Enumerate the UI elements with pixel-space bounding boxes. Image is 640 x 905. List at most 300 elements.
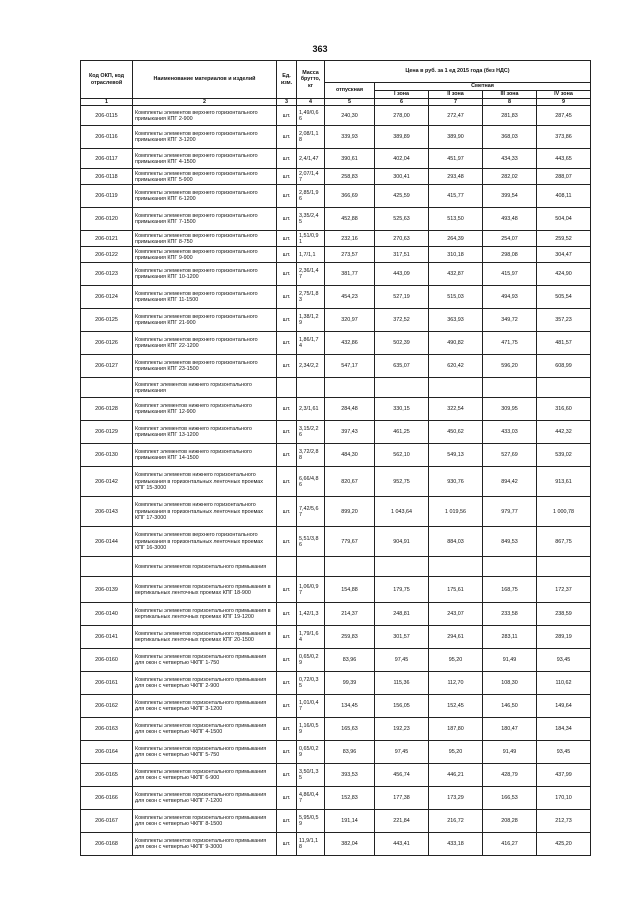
cell-unit: шт. [277,497,297,527]
header-zone-1: I зона [375,91,429,99]
cell-price-zone-4: 867,75 [537,527,591,557]
cell-unit: шт. [277,718,297,741]
cell-price-selling: 820,67 [325,467,375,497]
cell-code: 206-0164 [81,741,133,764]
cell-code: 206-0160 [81,649,133,672]
cell-name: Комплекты элементов горизонтального примыкания для окон с четвертью ЧКПГ 8-1500 [133,810,277,833]
cell-unit: шт. [277,672,297,695]
cell-price-zone-2: 490,82 [429,332,483,355]
cell-empty [375,378,429,398]
cell-unit: шт. [277,149,297,169]
cell-code: 206-0161 [81,672,133,695]
header-zone-3: III зона [483,91,537,99]
cell-price-zone-2: 243,07 [429,603,483,626]
cell-price-zone-2: 363,93 [429,309,483,332]
cell-code: 206-0122 [81,247,133,263]
cell-mass: 3,15/2,2 6 [297,421,325,444]
cell-price-zone-4: 504,04 [537,208,591,231]
table-row [81,263,591,286]
cell-mass: 2,07/1,4 7 [297,169,325,185]
cell-price-zone-2: 112,70 [429,672,483,695]
table-row [81,106,591,126]
cell-unit: шт. [277,603,297,626]
cell-code: 206-0124 [81,286,133,309]
cell-price-selling: 152,83 [325,787,375,810]
cell-empty [429,378,483,398]
cell-price-zone-3: 527,69 [483,444,537,467]
cell-unit: шт. [277,467,297,497]
cell-price-selling: 454,23 [325,286,375,309]
cell-unit: шт. [277,421,297,444]
cell-price-zone-3: 91,49 [483,649,537,672]
cell-name: Комплект элементов нижнего горизонтального примыкания КПГ 12-900 [133,398,277,421]
cell-name: Комплекты элементов горизонтального примыкания в вертикальных ленточных проемах КПГ 19-1200 [133,603,277,626]
cell-code: 206-0126 [81,332,133,355]
cell-price-zone-3: 399,54 [483,185,537,208]
cell-price-zone-4: 316,60 [537,398,591,421]
cell-price-zone-4: 304,47 [537,247,591,263]
cell-name: Комплекты элементов горизонтального примыкания для окон с четвертью ЧКПГ 3-1200 [133,695,277,718]
cell-name: Комплекты элементов горизонтального примыкания в вертикальных ленточных проемах КПГ 20-1500 [133,626,277,649]
cell-price-zone-2: 446,21 [429,764,483,787]
table-row [81,421,591,444]
cell-price-zone-4: 1 000,78 [537,497,591,527]
price-table [80,60,591,856]
cell-price-zone-4: 184,34 [537,718,591,741]
header-estimate: Сметная [375,83,591,91]
cell-unit: шт. [277,626,297,649]
cell-price-zone-3: 368,03 [483,126,537,149]
cell-price-zone-4: 424,90 [537,263,591,286]
cell-price-selling: 366,69 [325,185,375,208]
cell-price-zone-2: 432,87 [429,263,483,286]
cell-price-zone-3: 283,11 [483,626,537,649]
header-selling: отпускная [325,83,375,99]
cell-price-zone-3: 434,33 [483,149,537,169]
cell-price-zone-4: 289,19 [537,626,591,649]
cell-name: Комплекты элементов верхнего горизонтального примыкания КПГ 2-900 [133,106,277,126]
cell-price-zone-3: 493,48 [483,208,537,231]
cell-price-zone-2: 175,61 [429,577,483,603]
header-mass: Масса брутто, кг [297,61,325,99]
cell-price-zone-2: 515,03 [429,286,483,309]
cell-mass: 5,95/0,5 9 [297,810,325,833]
cell-name: Комплекты элементов верхнего горизонтального примыкания КПГ 4-1500 [133,149,277,169]
column-number: 3 [277,99,297,106]
cell-code: 206-0121 [81,231,133,247]
cell-price-zone-4: 212,73 [537,810,591,833]
cell-code [81,557,133,577]
cell-code: 206-0139 [81,577,133,603]
cell-price-zone-4: 93,45 [537,649,591,672]
cell-price-zone-1: 562,10 [375,444,429,467]
cell-price-zone-2: 95,20 [429,741,483,764]
cell-name: Комплект элементов нижнего горизонтального примыкания КПГ 14-1500 [133,444,277,467]
cell-price-zone-3: 91,49 [483,741,537,764]
header-code: Код ОКП, код отраслевой [81,61,133,99]
cell-mass: 1,86/1,7 4 [297,332,325,355]
cell-name: Комплекты элементов верхнего горизонтального примыкания КПГ 6-1200 [133,185,277,208]
cell-price-zone-1: 97,45 [375,741,429,764]
cell-name: Комплекты элементов верхнего горизонтального примыкания КПГ 23-1500 [133,355,277,378]
cell-price-selling: 381,77 [325,263,375,286]
cell-price-selling: 134,45 [325,695,375,718]
cell-code: 206-0116 [81,126,133,149]
cell-name: Комплекты элементов горизонтального примыкания для окон с четвертью ЧКПГ 7-1200 [133,787,277,810]
cell-mass: 1,38/1,2 9 [297,309,325,332]
table-row [81,444,591,467]
cell-mass: 3,72/2,8 8 [297,444,325,467]
cell-name: Комплект элементов нижнего горизонтального примыкания КПГ 13-1200 [133,421,277,444]
cell-price-zone-1: 456,74 [375,764,429,787]
cell-price-zone-1: 402,04 [375,149,429,169]
cell-code: 206-0127 [81,355,133,378]
cell-price-selling: 899,20 [325,497,375,527]
cell-unit: шт. [277,787,297,810]
cell-mass: 5,51/3,8 6 [297,527,325,557]
cell-price-zone-2: 415,77 [429,185,483,208]
cell-price-zone-3: 166,53 [483,787,537,810]
cell-price-zone-1: 248,81 [375,603,429,626]
cell-price-zone-4: 287,45 [537,106,591,126]
cell-name: Комплекты элементов верхнего горизонтального примыкания КПГ 21-900 [133,309,277,332]
cell-price-zone-3: 208,28 [483,810,537,833]
cell-code [81,378,133,398]
cell-price-selling: 165,63 [325,718,375,741]
cell-code: 206-0141 [81,626,133,649]
cell-price-zone-1: 425,59 [375,185,429,208]
cell-mass: 1,06/0,9 7 [297,577,325,603]
cell-code: 206-0168 [81,833,133,856]
table-row [81,208,591,231]
cell-mass: 0,65/0,2 9 [297,741,325,764]
table-row [81,231,591,247]
cell-price-zone-1: 502,39 [375,332,429,355]
table-row [81,497,591,527]
table-row [81,833,591,856]
cell-price-zone-2: 389,90 [429,126,483,149]
cell-price-selling: 382,04 [325,833,375,856]
cell-price-zone-1: 527,19 [375,286,429,309]
cell-price-zone-4: 913,61 [537,467,591,497]
cell-empty [375,557,429,577]
table-row [81,626,591,649]
cell-price-zone-4: 172,37 [537,577,591,603]
cell-unit: шт. [277,286,297,309]
cell-price-selling: 83,96 [325,741,375,764]
cell-unit: шт. [277,649,297,672]
cell-mass: 2,85/1,9 6 [297,185,325,208]
cell-price-selling: 547,17 [325,355,375,378]
column-number: 8 [483,99,537,106]
cell-price-zone-3: 282,02 [483,169,537,185]
cell-unit: шт. [277,398,297,421]
cell-empty [537,378,591,398]
cell-price-zone-4: 110,62 [537,672,591,695]
cell-name: Комплекты элементов верхнего горизонтального примыкания КПГ 5-900 [133,169,277,185]
cell-unit: шт. [277,309,297,332]
cell-mass: 6,66/4,8 6 [297,467,325,497]
cell-name: Комплекты элементов горизонтального примыкания для окон с четвертью ЧКПГ 5-750 [133,741,277,764]
header-unit: Ед. изм. [277,61,297,99]
column-number: 1 [81,99,133,106]
table-row [81,149,591,169]
cell-price-zone-1: 461,25 [375,421,429,444]
cell-code: 206-0119 [81,185,133,208]
cell-price-selling: 273,57 [325,247,375,263]
cell-price-zone-3: 849,53 [483,527,537,557]
cell-code: 206-0143 [81,497,133,527]
cell-price-zone-1: 904,91 [375,527,429,557]
cell-price-zone-1: 330,15 [375,398,429,421]
cell-price-zone-4: 481,57 [537,332,591,355]
cell-price-selling: 214,37 [325,603,375,626]
cell-unit: шт. [277,185,297,208]
section-row [81,557,591,577]
cell-mass: 2,36/1,4 7 [297,263,325,286]
table-row [81,332,591,355]
cell-unit: шт. [277,332,297,355]
cell-price-zone-1: 192,23 [375,718,429,741]
cell-empty [325,557,375,577]
cell-code: 206-0140 [81,603,133,626]
cell-name: Комплекты элементов горизонтального примыкания для окон с четвертью ЧКПГ 6-900 [133,764,277,787]
section-title: Комплекты элементов горизонтального примыкания [133,557,277,577]
header-price-title: Цена в руб. за 1 ед 2015 года (без НДС) [325,61,591,83]
cell-price-zone-2: 513,50 [429,208,483,231]
table-row [81,603,591,626]
cell-mass: 1,49/0,6 6 [297,106,325,126]
cell-unit: шт. [277,169,297,185]
column-number: 5 [325,99,375,106]
cell-price-zone-1: 221,84 [375,810,429,833]
cell-price-zone-4: 259,52 [537,231,591,247]
cell-price-zone-3: 168,75 [483,577,537,603]
table-row [81,309,591,332]
column-number: 7 [429,99,483,106]
cell-price-selling: 390,61 [325,149,375,169]
cell-price-zone-3: 108,30 [483,672,537,695]
cell-name: Комплекты элементов нижнего горизонтального примыкания в горизонтальных ленточных проемах КПГ 15-3000 [133,467,277,497]
cell-name: Комплекты элементов верхнего горизонтального примыкания КПГ 10-1200 [133,263,277,286]
cell-name: Комплекты элементов верхнего горизонтального примыкания КПГ 22-1200 [133,332,277,355]
cell-price-selling: 83,96 [325,649,375,672]
cell-code: 206-0115 [81,106,133,126]
table-row [81,527,591,557]
table-row [81,355,591,378]
cell-unit: шт. [277,231,297,247]
cell-name: Комплекты элементов верхнего горизонтального примыкания КПГ 11-1500 [133,286,277,309]
cell-mass: 11,9/1,1 8 [297,833,325,856]
cell-empty [277,378,297,398]
cell-empty [537,557,591,577]
cell-unit: шт. [277,263,297,286]
cell-price-zone-2: 187,80 [429,718,483,741]
cell-mass: 2,08/1,1 8 [297,126,325,149]
cell-price-zone-4: 93,45 [537,741,591,764]
header-zone-2: II зона [429,91,483,99]
cell-price-selling: 339,93 [325,126,375,149]
cell-price-zone-2: 549,13 [429,444,483,467]
cell-unit: шт. [277,810,297,833]
cell-price-selling: 154,88 [325,577,375,603]
cell-price-zone-1: 372,52 [375,309,429,332]
cell-unit: шт. [277,247,297,263]
table-row [81,718,591,741]
cell-mass: 0,65/0,2 9 [297,649,325,672]
cell-price-zone-2: 451,97 [429,149,483,169]
column-number: 4 [297,99,325,106]
table-row [81,764,591,787]
cell-price-zone-1: 177,38 [375,787,429,810]
cell-price-zone-4: 373,86 [537,126,591,149]
cell-price-zone-1: 300,41 [375,169,429,185]
cell-price-selling: 240,30 [325,106,375,126]
cell-code: 206-0128 [81,398,133,421]
cell-mass: 1,79/1,6 4 [297,626,325,649]
cell-price-zone-3: 433,03 [483,421,537,444]
cell-price-zone-3: 416,27 [483,833,537,856]
cell-price-zone-2: 322,54 [429,398,483,421]
cell-price-selling: 779,67 [325,527,375,557]
cell-price-zone-1: 1 043,64 [375,497,429,527]
column-number: 9 [537,99,591,106]
cell-price-zone-4: 408,11 [537,185,591,208]
table-row [81,169,591,185]
cell-price-zone-3: 298,08 [483,247,537,263]
cell-price-selling: 232,16 [325,231,375,247]
column-number: 2 [133,99,277,106]
cell-name: Комплекты элементов горизонтального примыкания для окон с четвертью ЧКПГ 4-1500 [133,718,277,741]
cell-price-zone-1: 278,00 [375,106,429,126]
cell-unit: шт. [277,577,297,603]
cell-unit: шт. [277,833,297,856]
cell-price-zone-1: 389,89 [375,126,429,149]
cell-price-zone-2: 152,45 [429,695,483,718]
cell-price-zone-3: 428,79 [483,764,537,787]
table-row [81,126,591,149]
cell-code: 206-0162 [81,695,133,718]
cell-price-zone-1: 270,63 [375,231,429,247]
cell-price-selling: 397,43 [325,421,375,444]
cell-code: 206-0166 [81,787,133,810]
cell-price-zone-4: 608,99 [537,355,591,378]
cell-mass: 1,7/1,1 [297,247,325,263]
cell-price-zone-3: 233,58 [483,603,537,626]
section-title: Комплект элементов нижнего горизонтального примыкания [133,378,277,398]
cell-mass: 3,35/2,4 5 [297,208,325,231]
table-row [81,577,591,603]
cell-price-zone-3: 894,42 [483,467,537,497]
cell-mass: 1,16/0,5 9 [297,718,325,741]
cell-price-zone-1: 635,07 [375,355,429,378]
cell-price-zone-1: 443,41 [375,833,429,856]
cell-mass: 2,75/1,8 3 [297,286,325,309]
cell-price-selling: 259,83 [325,626,375,649]
cell-unit: шт. [277,695,297,718]
cell-name: Комплекты элементов верхнего горизонтального примыкания КПГ 7-1500 [133,208,277,231]
cell-name: Комплекты элементов нижнего горизонтального примыкания в горизонтальных ленточных проемах КПГ 17-3000 [133,497,277,527]
cell-name: Комплекты элементов верхнего горизонтального примыкания КПГ 3-1200 [133,126,277,149]
cell-price-zone-4: 170,10 [537,787,591,810]
cell-price-zone-2: 293,48 [429,169,483,185]
cell-mass: 3,50/1,3 5 [297,764,325,787]
cell-empty [429,557,483,577]
cell-name: Комплекты элементов верхнего горизонтального примыкания КПГ 8-750 [133,231,277,247]
cell-price-selling: 320,97 [325,309,375,332]
cell-price-zone-3: 281,83 [483,106,537,126]
table-row [81,741,591,764]
cell-price-zone-4: 437,99 [537,764,591,787]
cell-price-zone-3: 596,20 [483,355,537,378]
cell-mass: 2,3/1,61 [297,398,325,421]
cell-mass: 0,72/0,3 5 [297,672,325,695]
cell-price-zone-2: 216,72 [429,810,483,833]
cell-price-zone-1: 443,09 [375,263,429,286]
cell-price-zone-3: 494,93 [483,286,537,309]
cell-code: 206-0125 [81,309,133,332]
cell-mass: 2,34/2,2 [297,355,325,378]
cell-name: Комплекты элементов горизонтального примыкания в вертикальных ленточных проемах КПГ 18-900 [133,577,277,603]
cell-code: 206-0129 [81,421,133,444]
cell-price-zone-1: 115,36 [375,672,429,695]
cell-unit: шт. [277,444,297,467]
cell-price-zone-2: 95,20 [429,649,483,672]
cell-code: 206-0118 [81,169,133,185]
cell-price-zone-2: 272,47 [429,106,483,126]
table-row [81,810,591,833]
cell-price-zone-4: 149,64 [537,695,591,718]
cell-name: Комплекты элементов горизонтального примыкания для окон с четвертью ЧКПГ 2-900 [133,672,277,695]
cell-code: 206-0117 [81,149,133,169]
table-row [81,672,591,695]
table-row [81,398,591,421]
cell-empty [483,557,537,577]
cell-name: Комплекты элементов верхнего горизонтального примыкания в горизонтальных ленточных проемах КПГ 16-3000 [133,527,277,557]
cell-price-zone-4: 425,20 [537,833,591,856]
cell-price-zone-2: 450,62 [429,421,483,444]
cell-name: Комплекты элементов верхнего горизонтального примыкания КПГ 9-900 [133,247,277,263]
cell-unit: шт. [277,126,297,149]
cell-price-zone-1: 317,51 [375,247,429,263]
cell-code: 206-0167 [81,810,133,833]
cell-price-zone-3: 309,95 [483,398,537,421]
cell-price-zone-4: 443,65 [537,149,591,169]
column-number: 6 [375,99,429,106]
cell-price-zone-4: 357,23 [537,309,591,332]
cell-price-zone-3: 471,75 [483,332,537,355]
table-row [81,467,591,497]
cell-unit: шт. [277,355,297,378]
cell-price-zone-2: 294,61 [429,626,483,649]
cell-price-zone-2: 310,18 [429,247,483,263]
cell-price-zone-2: 620,42 [429,355,483,378]
cell-price-zone-3: 349,72 [483,309,537,332]
cell-mass: 2,4/1,47 [297,149,325,169]
cell-price-selling: 284,48 [325,398,375,421]
cell-price-zone-3: 254,07 [483,231,537,247]
cell-unit: шт. [277,527,297,557]
cell-code: 206-0130 [81,444,133,467]
cell-price-zone-1: 952,75 [375,467,429,497]
cell-code: 206-0142 [81,467,133,497]
cell-empty [277,557,297,577]
cell-price-zone-4: 238,59 [537,603,591,626]
cell-empty [297,557,325,577]
cell-price-selling: 191,14 [325,810,375,833]
cell-price-selling: 452,88 [325,208,375,231]
cell-price-zone-1: 301,57 [375,626,429,649]
